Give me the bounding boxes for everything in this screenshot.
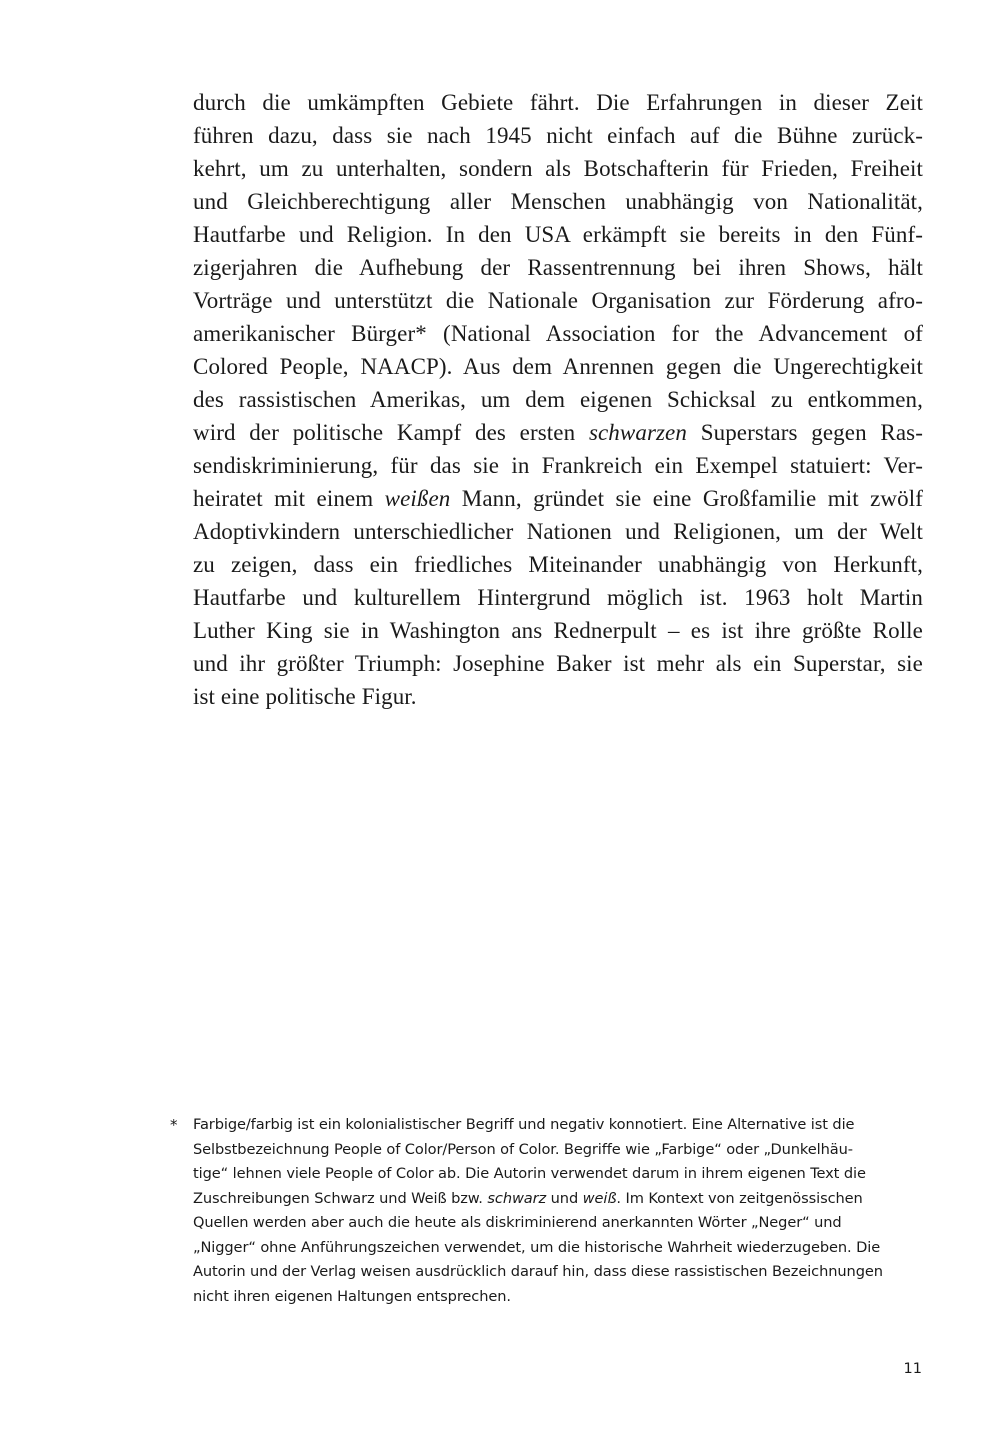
- footnote-line: Farbige/farbig ist ein kolonialistischer Begriff und negativ konnotiert. Eine Alternative ist die: [193, 1116, 855, 1133]
- body-text: [193, 86, 923, 713]
- body-line-part: Superstars gegen Ras-: [686, 420, 923, 445]
- footnote-line: „Nigger“ ohne Anführungszeichen verwendet, um die historische Wahrheit wiederzugeben. Die: [193, 1238, 881, 1256]
- italic-word: weiß: [582, 1189, 617, 1207]
- body-line: amerikanischer Bürger* (National Association for the Advancement of: [193, 321, 923, 346]
- body-line: [193, 416, 923, 449]
- body-line: Luther King sie in Washington ans Rednerpult – es ist ihre größte Rolle: [193, 618, 923, 643]
- body-line: Hautfarbe und Religion. In den USA erkämpft sie bereits in den Fünf-: [193, 222, 923, 247]
- body-line: des rassistischen Amerikas, um dem eigenen Schicksal zu entkommen,: [193, 387, 923, 412]
- italic-word: weißen: [384, 486, 451, 511]
- body-line: durch die umkämpften Gebiete fährt. Die Erfahrungen in dieser Zeit: [193, 90, 923, 115]
- italic-word: schwarzen: [588, 420, 687, 445]
- body-line: und ihr größter Triumph: Josephine Baker ist mehr als ein Superstar, sie: [193, 651, 923, 676]
- body-line-part: wird der politische Kampf des ersten: [193, 420, 589, 445]
- italic-word: schwarz: [487, 1189, 547, 1207]
- body-line: und Gleichberechtigung aller Menschen unabhängig von Nationalität,: [193, 189, 923, 214]
- body-line: führen dazu, dass sie nach 1945 nicht einfach auf die Bühne zurück-: [193, 123, 923, 148]
- body-line: zigerjahren die Aufhebung der Rassentrennung bei ihren Shows, hält: [193, 255, 923, 280]
- body-line: ist eine politische Figur.: [193, 684, 417, 709]
- footnote-marker: *: [170, 1116, 178, 1134]
- body-line: zu zeigen, dass ein friedliches Miteinander unabhängig von Herkunft,: [193, 552, 923, 577]
- body-line: sendiskriminierung, für das sie in Frankreich ein Exempel statuiert: Ver-: [193, 453, 923, 478]
- footnote-line-part: und: [546, 1189, 583, 1207]
- footnote-line: [193, 1187, 913, 1212]
- body-line: Adoptivkindern unterschiedlicher Nationen und Religionen, um der Welt: [193, 519, 923, 544]
- body-line: Vorträge und unterstützt die Nationale Organisation zur Förderung afro-: [193, 288, 923, 313]
- footnote-line-part: . Im Kontext von zeitgenössischen: [616, 1189, 863, 1207]
- body-line-part: Mann, gründet sie eine Großfamilie mit zwölf: [450, 486, 923, 511]
- footnote-line: tige“ lehnen viele People of Color ab. Die Autorin verwendet darum in ihrem eigenen Text die: [193, 1165, 866, 1182]
- footnote-line-part: Zuschreibungen Schwarz und Weiß bzw.: [193, 1189, 488, 1207]
- footnote-text: [193, 1113, 913, 1309]
- footnote-line: nicht ihren eigenen Haltungen entsprechen.: [193, 1287, 511, 1305]
- body-line: Hautfarbe und kulturellem Hintergrund möglich ist. 1963 holt Martin: [193, 585, 923, 610]
- footnote-line: Selbstbezeichnung People of Color/Person of Color. Begriffe wie „Farbige“ oder „Dunkelhäu-: [193, 1140, 853, 1158]
- body-line: Colored People, NAACP). Aus dem Anrennen gegen die Ungerechtigkeit: [193, 354, 923, 379]
- footnote-line: Quellen werden aber auch die heute als diskriminierend anerkannten Wörter „Neger“ und: [193, 1214, 842, 1231]
- page-number: 11: [903, 1361, 922, 1377]
- body-line-part: heiratet mit einem: [193, 486, 385, 511]
- footnote-line: Autorin und der Verlag weisen ausdrücklich darauf hin, dass diese rassistischen Bezeichnungen: [193, 1263, 883, 1280]
- body-line: [193, 482, 923, 515]
- body-line: kehrt, um zu unterhalten, sondern als Botschafterin für Frieden, Freiheit: [193, 156, 923, 181]
